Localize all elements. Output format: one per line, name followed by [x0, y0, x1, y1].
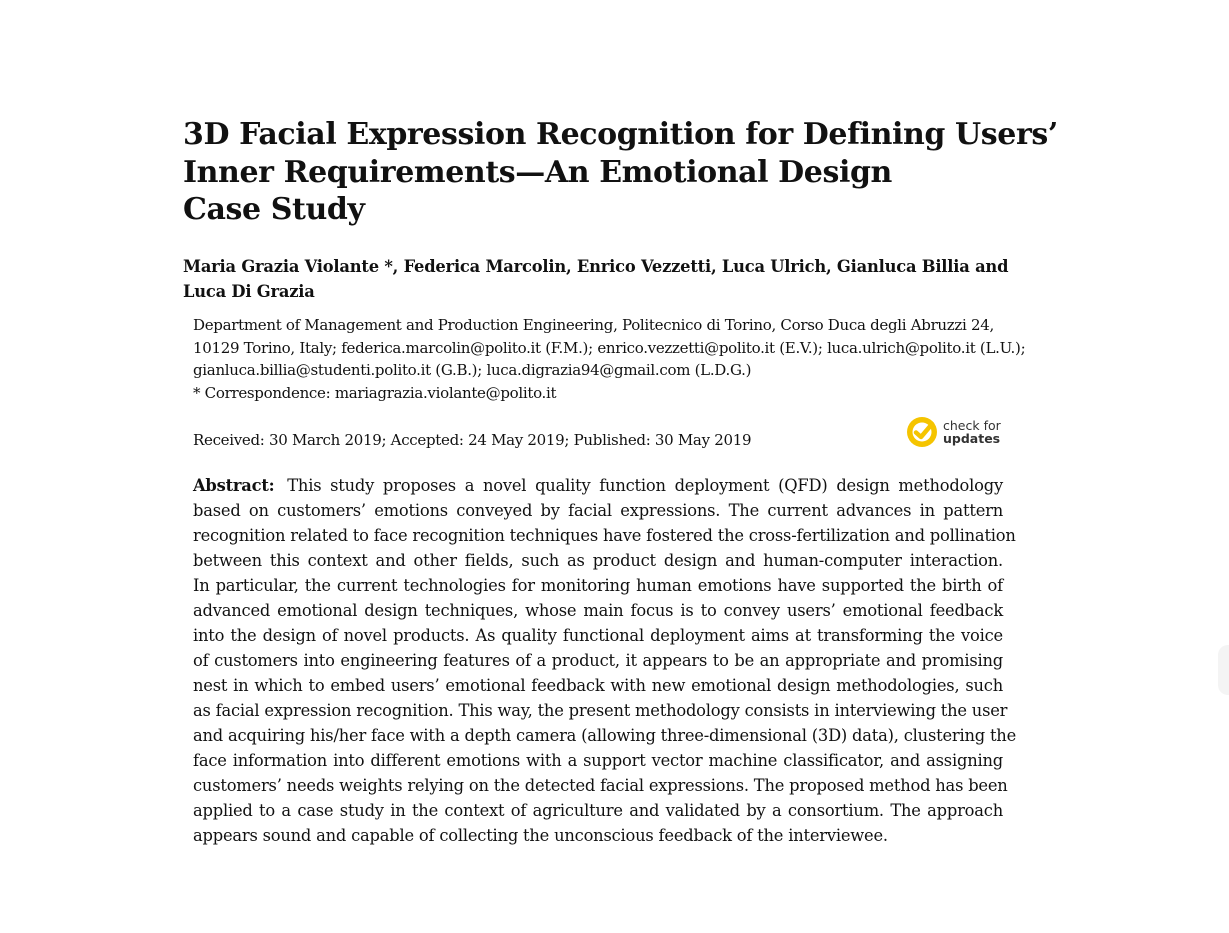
author-line: Maria Grazia Violante *, Federica Marcolin, Enrico Vezzetti, Luca Ulrich, Gianluca Billia and [183, 257, 1009, 276]
abstract-line: In particular, the current technologies for monitoring human emotions have supported the birth of [193, 576, 1003, 595]
abstract-line: and acquiring his/her face with a depth camera (allowing three-dimensional (3D) data), clustering the [193, 726, 1017, 745]
paper-title [183, 116, 1058, 229]
title-line: Case Study [183, 192, 365, 227]
badge-line-1: check for [943, 418, 1001, 433]
abstract-text: This study proposes a novel quality function deployment (QFD) design methodology [287, 476, 1003, 495]
abstract-line: face information into different emotions with a support vector machine classificator, and assigning [193, 751, 1003, 770]
check-circle-icon [905, 415, 939, 449]
title-line: 3D Facial Expression Recognition for Defining Users’ [183, 117, 1058, 152]
affiliation-line: Department of Management and Production Engineering, Politecnico di Torino, Corso Duca degli Abruzzi 24, [193, 316, 994, 334]
abstract-line: recognition related to face recognition techniques have fostered the cross-fertilization and pollination [193, 526, 1016, 545]
abstract-line: into the design of novel products. As quality functional deployment aims at transforming the voice [193, 626, 1003, 645]
affiliation-block [193, 314, 1026, 404]
affiliation-line: gianluca.billia@studenti.polito.it (G.B.); luca.digrazia94@gmail.com (L.D.G.) [193, 361, 752, 379]
publication-dates: Received: 30 March 2019; Accepted: 24 May 2019; Published: 30 May 2019 [193, 431, 752, 449]
correspondence-line: * Correspondence: mariagrazia.violante@polito.it [193, 383, 557, 402]
page-edge-mark [1218, 645, 1229, 695]
abstract-line: customers’ needs weights relying on the detected facial expressions. The proposed method has been [193, 776, 1008, 795]
abstract-line: as facial expression recognition. This way, the present methodology consists in interviewing the user [193, 701, 1008, 720]
author-list [183, 254, 1013, 304]
abstract-line: of customers into engineering features of a product, it appears to be an appropriate and promising [193, 651, 1003, 670]
abstract-line [193, 473, 1003, 498]
author-line: Luca Di Grazia [183, 282, 315, 301]
abstract-label: Abstract: [193, 476, 275, 495]
abstract [193, 473, 1017, 848]
check-for-updates-badge[interactable] [905, 414, 1015, 450]
abstract-line: advanced emotional design techniques, whose main focus is to convey users’ emotional feedback [193, 601, 1003, 620]
abstract-line: nest in which to embed users’ emotional feedback with new emotional design methodologies, such [193, 676, 1003, 695]
affiliation-line: 10129 Torino, Italy; federica.marcolin@polito.it (F.M.); enrico.vezzetti@polito.it (E.V.); luca.ulrich@polito.it (L.U.); [193, 338, 1026, 357]
badge-text [943, 419, 1001, 445]
abstract-line: applied to a case study in the context of agriculture and validated by a consortium. The approach [193, 801, 1003, 820]
abstract-line: based on customers’ emotions conveyed by facial expressions. The current advances in pattern [193, 501, 1003, 520]
abstract-line: between this context and other fields, such as product design and human-computer interaction. [193, 551, 1003, 570]
abstract-line: appears sound and capable of collecting the unconscious feedback of the interviewee. [193, 826, 888, 845]
title-line: Inner Requirements—An Emotional Design [183, 154, 892, 190]
badge-line-2: updates [943, 431, 1001, 446]
